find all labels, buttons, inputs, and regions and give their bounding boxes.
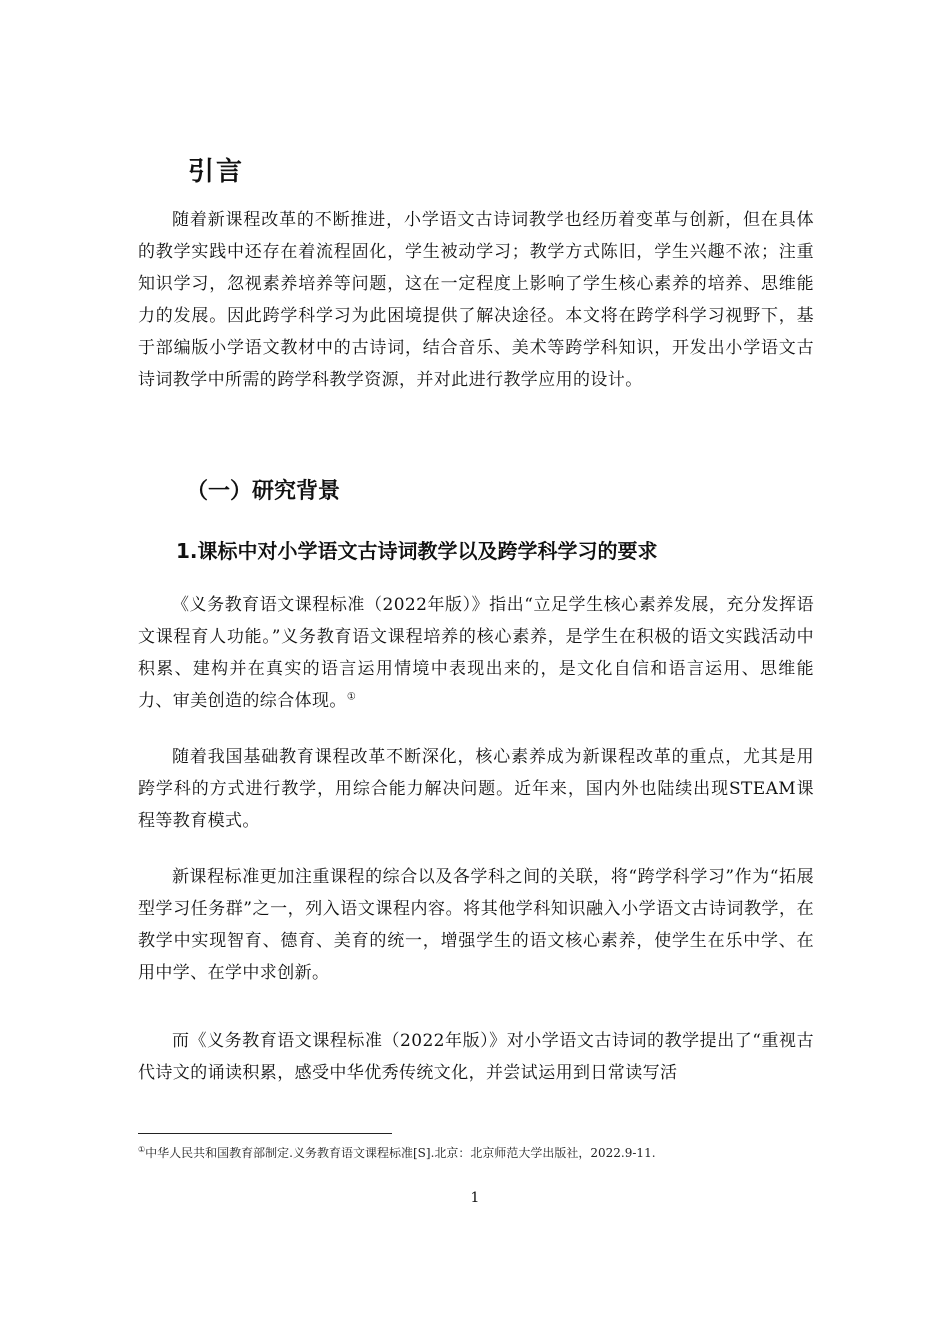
page-number: 1 [470, 1190, 480, 1206]
footnote-divider [138, 1133, 392, 1134]
footnote [138, 1143, 818, 1163]
heading-intro: 引言 [188, 157, 245, 187]
section-heading: （一）研究背景 [186, 479, 341, 504]
paragraph-standard-text: 《义务教育语文课程标准（2022年版）》指出“立足学生核心素养发展，充分发挥语文课程育人功能。”义务教育语文课程培养的核心素养，是学生在积极的语文实践活动中积累、建构并在真实的语言运用情境中表现出来的，是文化自信和语言运用、思维能力、审美创造的综合体现。 [138, 595, 814, 711]
subsection-heading: 1.课标中对小学语文古诗词教学以及跨学科学习的要求 [176, 539, 658, 563]
intro-paragraph: 随着新课程改革的不断推进，小学语文古诗词教学也经历着变革与创新，但在具体的教学实践中还存在着流程固化，学生被动学习；教学方式陈旧，学生兴趣不浓；注重知识学习，忽视素养培养等问题，这在一定程度上影响了学生核心素养的培养、思维能力的发展。因此跨学科学习为此困境提供了解决途径。本文将在跨学科学习视野下，基于部编版小学语文教材中的古诗词，结合音乐、美术等跨学科知识，开发出小学语文古诗词教学中所需的跨学科教学资源，并对此进行教学应用的设计。 [138, 210, 814, 390]
footnote-text: 中华人民共和国教育部制定.义务教育语文课程标准[S].北京：北京师范大学出版社，2022.9-11. [145, 1146, 656, 1160]
paragraph-reform: 随着我国基础教育课程改革不断深化，核心素养成为新课程改革的重点，尤其是用跨学科的方式进行教学，用综合能力解决问题。近年来，国内外也陆续出现STEAM课程等教育模式。 [138, 747, 814, 831]
footnote-marker: ① [138, 1145, 146, 1154]
paragraph-poetry: 而《义务教育语文课程标准（2022年版）》对小学语文古诗词的教学提出了“重视古代诗文的诵读积累，感受中华优秀传统文化，并尝试运用到日常读写活 [138, 1031, 814, 1083]
paragraph-new-standard: 新课程标准更加注重课程的综合以及各学科之间的关联，将“跨学科学习”作为“拓展型学习任务群”之一，列入语文课程内容。将其他学科知识融入小学语文古诗词教学，在教学中实现智育、德育、美育的统一，增强学生的语文核心素养，使学生在乐中学、在用中学、在学中求创新。 [138, 867, 814, 983]
footnote-reference[interactable]: ① [346, 691, 357, 703]
paragraph-standard [138, 589, 814, 717]
